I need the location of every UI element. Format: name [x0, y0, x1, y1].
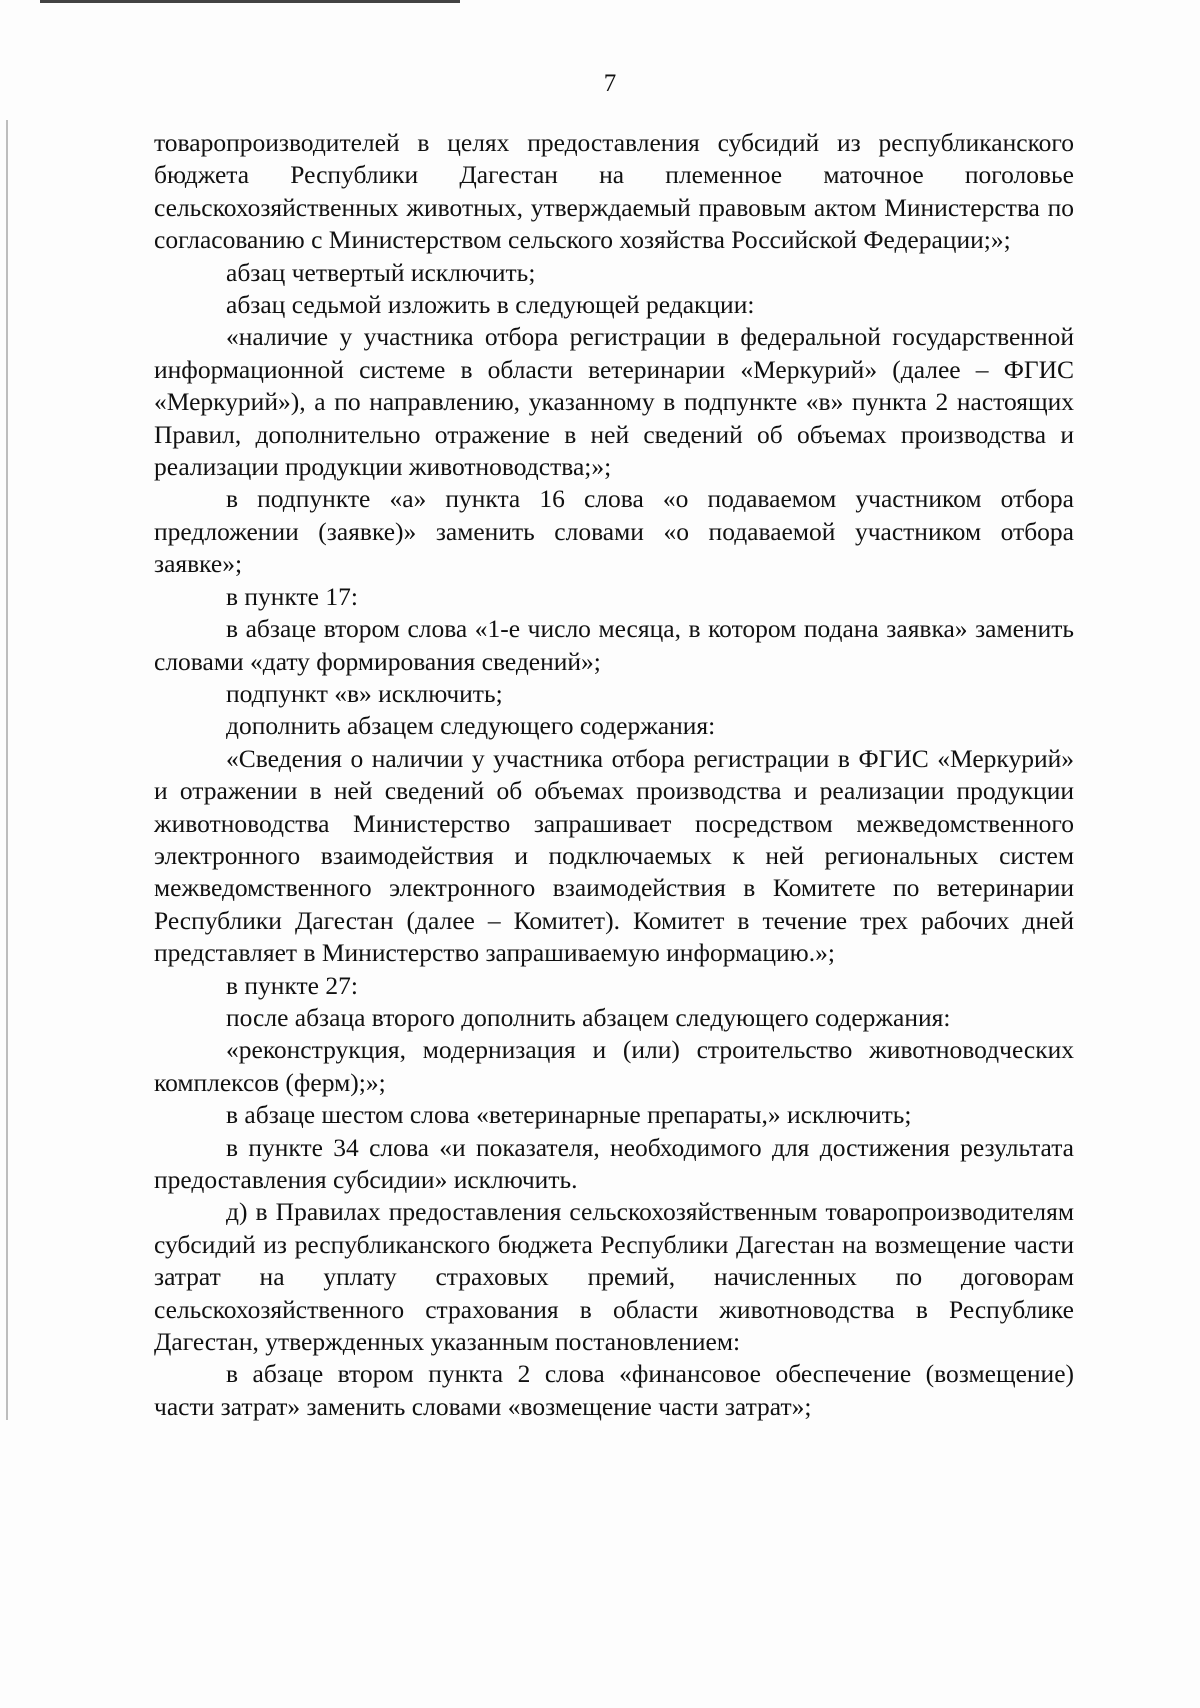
paragraph: в пункте 27: [226, 970, 358, 1000]
page-number: 7 [603, 70, 617, 97]
paragraph: в пункте 17: [226, 581, 358, 611]
paragraph: «Сведения о наличии у участника отбора регистрации в ФГИС «Меркурий» и отражении в ней сведений об объемах производства и реализации продукции животноводства Министерство запрашивает посредством межведомственного электронного взаимодействия и подключаемых к ней региональных систем межведомственного электронного взаимодействия в Комитете по ветеринарии Республики Дагестан (далее – Комитет). Комитет в течение трех рабочих дней представляет в Министерство запрашиваемую информацию.»; [154, 743, 1074, 968]
paragraph: д) в Правилах предоставления сельскохозяйственным товаропроизводителям субсидий из республиканского бюджета Республики Дагестан на возмещение части затрат на уплату страховых премий, начисленных по договорам сельскохозяйственного страхования в области животноводства в Республике Дагестан, утвержденных указанным постановлением: [154, 1197, 1074, 1357]
paragraph-continuation: товаропроизводителей в целях предоставления субсидий из республиканского бюджета Республики Дагестан на племенное маточное поголовье сельскохозяйственных животных, утверждаемый правовым актом Министерства по согласованию с Министерством сельского хозяйства Российской Федерации;»; [154, 128, 1074, 255]
scan-margin-line [6, 120, 8, 1420]
paragraph: «реконструкция, модернизация и (или) строительство животноводческих комплексов (ферм);»; [154, 1035, 1074, 1097]
paragraph: после абзаца второго дополнить абзацем следующего содержания: [226, 1002, 951, 1032]
document-body [154, 127, 1074, 1423]
paragraph: дополнить абзацем следующего содержания: [226, 711, 716, 741]
paragraph: в абзаце втором слова «1-е число месяца, в котором подана заявка» заменить словами «дату формирования сведений»; [154, 614, 1074, 676]
paragraph: абзац седьмой изложить в следующей редакции: [226, 290, 755, 320]
paragraph: абзац четвертый исключить; [226, 257, 536, 287]
paragraph: в подпункте «а» пункта 16 слова «о подаваемом участником отбора предложении (заявке)» заменить словами «о подаваемой участником отбора заявке»; [154, 484, 1074, 579]
paragraph: в абзаце втором пункта 2 слова «финансовое обеспечение (возмещение) части затрат» заменить словами «возмещение части затрат»; [154, 1359, 1074, 1421]
scan-edge-line [40, 0, 460, 3]
paragraph: в абзаце шестом слова «ветеринарные препараты,» исключить; [226, 1100, 912, 1130]
paragraph: «наличие у участника отбора регистрации в федеральной государственной информационной системе в области ветеринарии «Меркурий» (далее – ФГИС «Меркурий»), а по направлению, указанному в подпункте «в» пункта 2 настоящих Правил, дополнительно отражение в ней сведений об объемах производства и реализации продукции животноводства;»; [154, 322, 1074, 482]
paragraph: подпункт «в» исключить; [226, 678, 503, 708]
paragraph: в пункте 34 слова «и показателя, необходимого для достижения результата предоставления субсидии» исключить. [154, 1132, 1074, 1194]
